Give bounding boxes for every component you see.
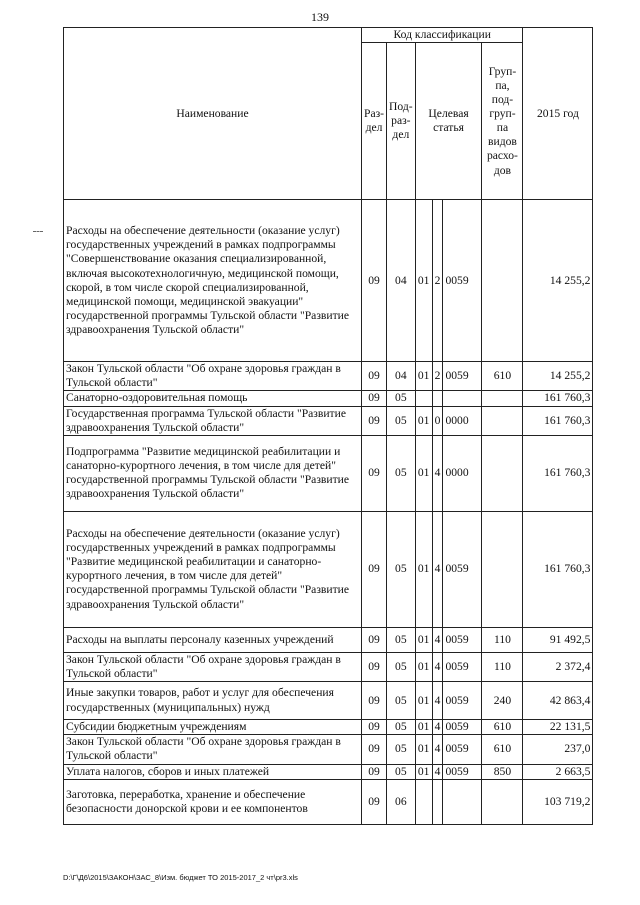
- row-cs3: 0059: [443, 627, 482, 652]
- table-row: [64, 779, 593, 824]
- row-group: 110: [482, 652, 523, 681]
- row-name: Государственная программа Тульской области "Развитие здравоохранения Тульской области": [64, 406, 362, 435]
- row-name: Подпрограмма "Развитие медицинской реабилитации и санаторно-курортного лечения, в том числе для детей" государственной программы Тульской области "Развитие здравоохранения Тульской области": [64, 435, 362, 511]
- header-row-top: [64, 28, 593, 43]
- row-amount: 42 863,4: [523, 682, 593, 720]
- row-amount: 2 372,4: [523, 652, 593, 681]
- table-row: [64, 720, 593, 735]
- row-name: Субсидии бюджетным учреждениям: [64, 720, 362, 735]
- row-razdel: 09: [362, 511, 387, 627]
- table-row: [64, 200, 593, 362]
- row-cs3: [443, 391, 482, 406]
- header-code: Код классификации: [362, 28, 523, 43]
- row-cs3: 0059: [443, 764, 482, 779]
- row-cs3: 0059: [443, 652, 482, 681]
- footer-file-path: D:\Г\Д6\2015\ЗАКОН\ЗАС_8\Изм. бюджет ТО 2015-2017_2 чт\pr3.xls: [63, 873, 298, 882]
- row-razdel: 09: [362, 362, 387, 391]
- row-cs2: 0: [432, 406, 443, 435]
- table-row: [64, 511, 593, 627]
- row-razdel: 09: [362, 652, 387, 681]
- row-cs2: 4: [432, 435, 443, 511]
- row-razdel: 09: [362, 764, 387, 779]
- table-row: [64, 406, 593, 435]
- row-cs2: 4: [432, 682, 443, 720]
- row-cs1: 01: [415, 511, 432, 627]
- page-number: 139: [311, 10, 329, 24]
- row-razdel: 09: [362, 435, 387, 511]
- row-group: 240: [482, 682, 523, 720]
- row-cs2: 4: [432, 652, 443, 681]
- table-row: [64, 735, 593, 764]
- row-podrazdel: 05: [387, 682, 416, 720]
- row-cs3: 0059: [443, 511, 482, 627]
- row-podrazdel: 05: [387, 406, 416, 435]
- table-row: [64, 682, 593, 720]
- table-row: [64, 362, 593, 391]
- row-cs1: 01: [415, 652, 432, 681]
- row-name: Расходы на обеспечение деятельности (оказание услуг) государственных учреждений в рамках подпрограммы "Совершенствование оказания специализированной, включая высокотехнологичную, медицинской помощи, скорой, в том числе скорой специализированной, медицинской помощи, медицинской эвакуации" государственной программы Тульской области "Развитие здравоохранения Тульской области": [64, 200, 362, 362]
- header-razdel: Раз- дел: [362, 43, 387, 200]
- row-name: Уплата налогов, сборов и иных платежей: [64, 764, 362, 779]
- row-cs2: 4: [432, 720, 443, 735]
- header-name: Наименование: [64, 28, 362, 200]
- row-amount: 2 663,5: [523, 764, 593, 779]
- row-cs2: 4: [432, 764, 443, 779]
- row-cs3: 0059: [443, 735, 482, 764]
- row-amount: 161 760,3: [523, 435, 593, 511]
- row-group: 610: [482, 720, 523, 735]
- row-podrazdel: 05: [387, 652, 416, 681]
- row-cs2: 4: [432, 735, 443, 764]
- row-cs1: 01: [415, 764, 432, 779]
- row-group: 850: [482, 764, 523, 779]
- row-group: 610: [482, 735, 523, 764]
- row-cs1: 01: [415, 735, 432, 764]
- row-razdel: 09: [362, 779, 387, 824]
- row-name: Закон Тульской области "Об охране здоровья граждан в Тульской области": [64, 652, 362, 681]
- row-name: Закон Тульской области "Об охране здоровья граждан в Тульской области": [64, 362, 362, 391]
- table-body: [64, 200, 593, 825]
- row-razdel: 09: [362, 391, 387, 406]
- row-cs1: [415, 779, 432, 824]
- row-amount: 14 255,2: [523, 362, 593, 391]
- row-cs3: 0000: [443, 406, 482, 435]
- row-podrazdel: 05: [387, 720, 416, 735]
- header-podrazdel: Под- раз- дел: [387, 43, 416, 200]
- row-podrazdel: 05: [387, 735, 416, 764]
- row-cs3: 0000: [443, 435, 482, 511]
- row-razdel: 09: [362, 682, 387, 720]
- row-name: Расходы на обеспечение деятельности (оказание услуг) государственных учреждений в рамках подпрограммы "Развитие медицинской реабилитации и санаторно-курортного лечения, в том числе для детей" государственной программы Тульской области "Развитие здравоохранения Тульской области": [64, 511, 362, 627]
- row-group: [482, 435, 523, 511]
- row-name: Иные закупки товаров, работ и услуг для обеспечения государственных (муниципальных) нужд: [64, 682, 362, 720]
- row-amount: 161 760,3: [523, 511, 593, 627]
- row-razdel: 09: [362, 200, 387, 362]
- row-amount: 14 255,2: [523, 200, 593, 362]
- row-group: [482, 200, 523, 362]
- header-group: Груп- па, под- груп- па видов расхо- дов: [482, 43, 523, 200]
- row-cs1: 01: [415, 435, 432, 511]
- row-name: Заготовка, переработка, хранение и обеспечение безопасности донорской крови и ее компонентов: [64, 779, 362, 824]
- budget-table: [63, 27, 593, 825]
- row-podrazdel: 06: [387, 779, 416, 824]
- row-cs3: 0059: [443, 682, 482, 720]
- table-row: [64, 435, 593, 511]
- margin-mark: [33, 231, 43, 232]
- row-cs2: [432, 391, 443, 406]
- row-cs3: 0059: [443, 200, 482, 362]
- row-podrazdel: 05: [387, 435, 416, 511]
- row-podrazdel: 05: [387, 391, 416, 406]
- row-cs1: 01: [415, 627, 432, 652]
- row-amount: 103 719,2: [523, 779, 593, 824]
- row-group: [482, 511, 523, 627]
- row-cs1: [415, 391, 432, 406]
- table-row: [64, 764, 593, 779]
- row-razdel: 09: [362, 720, 387, 735]
- row-cs2: 2: [432, 200, 443, 362]
- row-razdel: 09: [362, 627, 387, 652]
- row-group: [482, 391, 523, 406]
- row-amount: 237,0: [523, 735, 593, 764]
- table-row: [64, 627, 593, 652]
- row-group: [482, 779, 523, 824]
- row-cs3: 0059: [443, 720, 482, 735]
- row-cs1: 01: [415, 682, 432, 720]
- row-cs3: 0059: [443, 362, 482, 391]
- row-amount: 22 131,5: [523, 720, 593, 735]
- row-name: Закон Тульской области "Об охране здоровья граждан в Тульской области": [64, 735, 362, 764]
- row-podrazdel: 05: [387, 627, 416, 652]
- row-podrazdel: 05: [387, 764, 416, 779]
- row-cs2: 2: [432, 362, 443, 391]
- row-podrazdel: 04: [387, 200, 416, 362]
- row-group: 110: [482, 627, 523, 652]
- row-group: 610: [482, 362, 523, 391]
- row-name: Расходы на выплаты персоналу казенных учреждений: [64, 627, 362, 652]
- row-cs1: 01: [415, 406, 432, 435]
- row-group: [482, 406, 523, 435]
- row-cs2: 4: [432, 511, 443, 627]
- header-target: Целевая статья: [415, 43, 482, 200]
- header-year: 2015 год: [523, 28, 593, 200]
- row-amount: 91 492,5: [523, 627, 593, 652]
- row-podrazdel: 05: [387, 511, 416, 627]
- row-cs1: 01: [415, 362, 432, 391]
- row-cs1: 01: [415, 200, 432, 362]
- row-cs1: 01: [415, 720, 432, 735]
- row-cs2: [432, 779, 443, 824]
- table-row: [64, 652, 593, 681]
- row-razdel: 09: [362, 406, 387, 435]
- row-podrazdel: 04: [387, 362, 416, 391]
- row-cs3: [443, 779, 482, 824]
- table-row: [64, 391, 593, 406]
- row-name: Санаторно-оздоровительная помощь: [64, 391, 362, 406]
- row-amount: 161 760,3: [523, 391, 593, 406]
- row-amount: 161 760,3: [523, 406, 593, 435]
- row-razdel: 09: [362, 735, 387, 764]
- row-cs2: 4: [432, 627, 443, 652]
